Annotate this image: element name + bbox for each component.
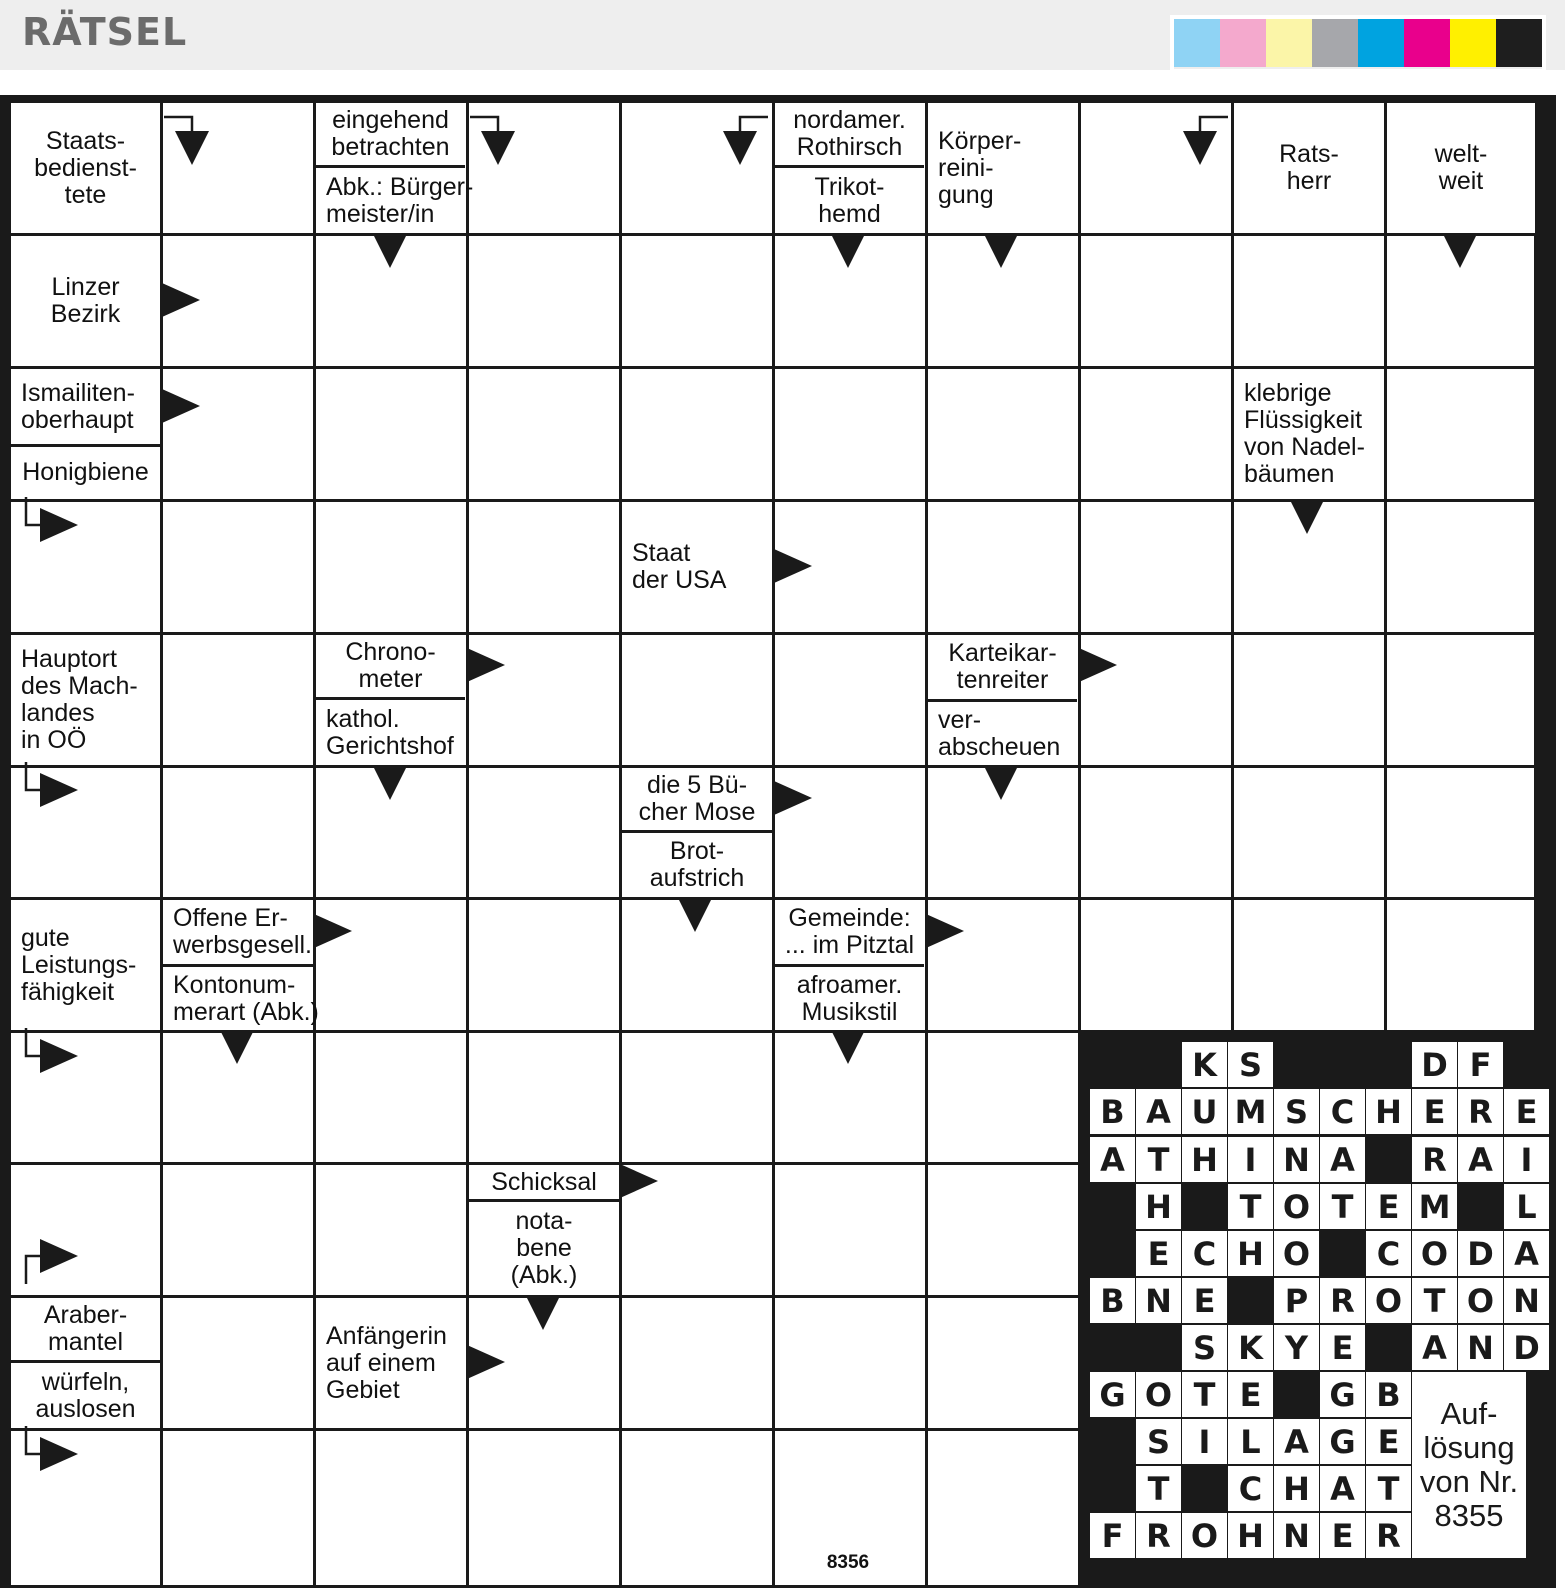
solution-letter: C — [1366, 1231, 1411, 1276]
grid-cell[interactable] — [316, 900, 466, 1030]
clue-cell — [163, 967, 319, 1030]
grid-cell[interactable] — [1081, 502, 1231, 632]
clue-text: werbsgesell. — [173, 931, 312, 959]
solution-letter: T — [1412, 1278, 1457, 1323]
clue-cell — [316, 103, 465, 165]
clue-text: klebrige — [1244, 379, 1332, 407]
grid-cell[interactable] — [1234, 502, 1384, 632]
clue-text: Hauptort — [21, 645, 117, 673]
clue-divider — [316, 697, 465, 700]
solution-letter: O — [1136, 1372, 1181, 1417]
grid-cell[interactable] — [775, 236, 925, 366]
solution-letter: A — [1320, 1466, 1365, 1511]
grid-cell[interactable] — [469, 768, 619, 897]
solution-letter: H — [1228, 1513, 1273, 1558]
grid-cell[interactable] — [928, 369, 1078, 499]
solution-letter: E — [1228, 1372, 1273, 1417]
clue-text: meter — [358, 665, 423, 693]
grid-cell[interactable] — [1081, 900, 1231, 1030]
solution-letter: I — [1228, 1137, 1273, 1182]
solution-letter: O — [1182, 1513, 1227, 1558]
clue-cell — [11, 1363, 160, 1428]
clue-divider — [316, 165, 465, 168]
grid-cell[interactable] — [622, 103, 772, 233]
grid-cell[interactable] — [928, 502, 1078, 632]
clue-text: kathol. — [326, 704, 400, 733]
grid-cell[interactable] — [622, 1431, 772, 1585]
clue-text: Staats- — [45, 126, 126, 155]
clue-text: tenreiter — [956, 666, 1049, 694]
grid-cell[interactable] — [11, 1033, 160, 1162]
grid-cell[interactable] — [1234, 900, 1384, 1030]
clue-text: cher Mose — [638, 798, 756, 826]
color-swatch — [1358, 19, 1404, 67]
clue-text: Chrono- — [345, 638, 436, 666]
clue-text: bene — [516, 1234, 572, 1262]
solution-letter: G — [1320, 1372, 1365, 1417]
solution-letter: A — [1504, 1231, 1549, 1276]
color-swatch — [1450, 19, 1496, 67]
clue-text: des Mach- — [21, 672, 138, 700]
clue-text: die 5 Bü- — [646, 771, 748, 799]
clue-divider — [928, 699, 1077, 702]
solution-letter: E — [1320, 1513, 1365, 1558]
clue-divider — [469, 1199, 619, 1202]
clue-cell — [622, 768, 772, 830]
solution-label-line: von Nr. — [1419, 1464, 1519, 1499]
clue-text: Bezirk — [50, 300, 121, 328]
solution-label-line: Auf- — [1440, 1396, 1498, 1431]
clue-text: Anfängerin — [326, 1321, 447, 1350]
grid-cell[interactable] — [316, 768, 466, 897]
grid-cell[interactable] — [163, 635, 313, 765]
grid-cell[interactable] — [1081, 369, 1231, 499]
clue-text: mantel — [47, 1328, 124, 1356]
clue-text: Rats- — [1279, 140, 1339, 168]
solution-letter: R — [1320, 1278, 1365, 1323]
solution-label-line: 8355 — [1434, 1498, 1504, 1533]
clue-cell — [11, 236, 160, 366]
grid-cell[interactable] — [469, 502, 619, 632]
clue-divider — [11, 444, 160, 447]
grid-cell[interactable] — [163, 1431, 313, 1585]
grid-cell[interactable] — [775, 1165, 925, 1295]
solution-letter: R — [1366, 1513, 1411, 1558]
grid-cell[interactable] — [316, 236, 466, 366]
solution-letter: N — [1274, 1137, 1319, 1182]
clue-text: auf einem — [326, 1348, 436, 1377]
clue-text: abscheuen — [938, 732, 1061, 761]
solution-letter: G — [1320, 1419, 1365, 1464]
grid-cell[interactable] — [775, 1298, 925, 1428]
solution-letter: I — [1182, 1419, 1227, 1464]
grid-cell[interactable] — [11, 1165, 160, 1295]
clue-text: Gebiet — [326, 1375, 400, 1404]
clue-text: fähigkeit — [21, 977, 115, 1006]
clue-text: tete — [64, 180, 107, 209]
grid-cell[interactable] — [1387, 369, 1534, 499]
grid-cell[interactable] — [1387, 502, 1534, 632]
solution-letter: O — [1458, 1278, 1503, 1323]
clue-text: Gerichtshof — [326, 731, 454, 760]
puzzle-number: 8356 — [812, 1548, 884, 1580]
grid-cell[interactable] — [469, 635, 619, 765]
grid-cell[interactable] — [928, 1431, 1078, 1585]
grid-cell[interactable] — [163, 768, 313, 897]
grid-cell[interactable] — [163, 236, 313, 366]
clue-divider — [775, 165, 924, 168]
solution-letter: K — [1182, 1042, 1227, 1087]
grid-cell[interactable] — [775, 1033, 925, 1162]
clue-divider — [622, 830, 772, 833]
grid-cell[interactable] — [1234, 236, 1384, 366]
grid-cell[interactable] — [1387, 635, 1534, 765]
grid-cell[interactable] — [11, 1431, 160, 1585]
grid-cell[interactable] — [316, 1431, 466, 1585]
solution-letter: H — [1182, 1137, 1227, 1182]
solution-letter: A — [1090, 1137, 1135, 1182]
clue-cell — [11, 369, 160, 444]
solution-letter: H — [1366, 1089, 1411, 1134]
grid-cell[interactable] — [928, 236, 1078, 366]
solution-letter: N — [1504, 1278, 1549, 1323]
solution-letter: R — [1136, 1513, 1181, 1558]
solution-letter: B — [1090, 1278, 1135, 1323]
grid-cell[interactable] — [163, 103, 313, 233]
solution-letter: T — [1182, 1372, 1227, 1417]
grid-cell[interactable] — [469, 103, 619, 233]
color-swatch — [1312, 19, 1358, 67]
solution-letter: S — [1228, 1042, 1273, 1087]
solution-letter: F — [1458, 1042, 1503, 1087]
grid-cell[interactable] — [928, 768, 1078, 897]
solution-letter: E — [1182, 1278, 1227, 1323]
solution-letter: N — [1274, 1513, 1319, 1558]
solution-letter: N — [1458, 1325, 1503, 1370]
solution-letter: A — [1320, 1137, 1365, 1182]
clue-cell — [11, 900, 160, 1030]
clue-text: Kontonum- — [173, 970, 296, 999]
clue-text: afroamer. — [796, 970, 903, 999]
grid-cell[interactable] — [928, 1165, 1078, 1295]
solution-letter: E — [1504, 1089, 1549, 1134]
solution-letter: E — [1412, 1089, 1457, 1134]
clue-text: Rothirsch — [796, 133, 903, 161]
solution-letter: O — [1274, 1231, 1319, 1276]
clue-text: gung — [938, 180, 994, 209]
solution-letter: S — [1182, 1325, 1227, 1370]
clue-text: Leistungs- — [21, 950, 137, 979]
solution-letter: C — [1228, 1466, 1273, 1511]
clue-text: Körper- — [938, 126, 1022, 155]
grid-cell[interactable] — [775, 635, 925, 765]
color-swatch — [1266, 19, 1312, 67]
clue-text: nordamer. — [793, 106, 906, 134]
grid-cell[interactable] — [11, 768, 160, 897]
clue-cell — [1234, 103, 1384, 233]
solution-letter: B — [1090, 1089, 1135, 1134]
grid-cell[interactable] — [775, 369, 925, 499]
solution-letter: R — [1412, 1137, 1457, 1182]
clue-text: bäumen — [1244, 460, 1335, 488]
grid-cell[interactable] — [622, 1033, 772, 1162]
grid-cell[interactable] — [163, 1298, 313, 1428]
clue-text: Abk.: Bürger- — [326, 172, 474, 201]
clue-cell — [622, 833, 772, 897]
clue-text: landes — [21, 699, 95, 727]
grid-cell[interactable] — [1081, 768, 1231, 897]
grid-cell[interactable] — [928, 1033, 1078, 1162]
solution-letter: C — [1320, 1089, 1365, 1134]
clue-text: oberhaupt — [21, 405, 134, 434]
grid-cell[interactable] — [469, 900, 619, 1030]
solution-letter: Y — [1274, 1325, 1319, 1370]
clue-cell — [1234, 369, 1384, 499]
solution-letter: T — [1320, 1184, 1365, 1229]
clue-text: Flüssigkeit — [1244, 406, 1363, 434]
color-swatch — [1404, 19, 1450, 67]
grid-cell[interactable] — [1387, 236, 1534, 366]
solution-label — [1412, 1372, 1526, 1558]
grid-cell[interactable] — [622, 236, 772, 366]
solution-letter: S — [1136, 1419, 1181, 1464]
grid-cell[interactable] — [11, 502, 160, 632]
clue-cell — [775, 168, 924, 233]
clue-cell — [11, 1298, 160, 1360]
solution-letter: M — [1228, 1089, 1273, 1134]
grid-cell[interactable] — [316, 1165, 466, 1295]
grid-cell[interactable] — [775, 502, 925, 632]
clue-cell — [316, 1298, 466, 1428]
solution-letter: A — [1412, 1325, 1457, 1370]
clue-text: von Nadel- — [1244, 433, 1365, 461]
grid-cell[interactable] — [775, 768, 925, 897]
solution-letter: E — [1366, 1184, 1411, 1229]
clue-cell — [11, 103, 160, 233]
solution-letter: E — [1320, 1325, 1365, 1370]
grid-cell[interactable] — [163, 1165, 313, 1295]
clue-text: Honigbiene — [22, 457, 149, 486]
clue-text: Araber- — [43, 1301, 128, 1329]
clue-text: ver- — [938, 705, 982, 734]
clue-text: reini- — [938, 153, 994, 182]
clue-cell — [775, 900, 924, 964]
clue-text: auslosen — [35, 1394, 136, 1423]
solution-letter: C — [1182, 1231, 1227, 1276]
clue-cell — [928, 702, 1077, 765]
solution-letter: U — [1182, 1089, 1227, 1134]
solution-letter: H — [1274, 1466, 1319, 1511]
grid-cell[interactable] — [163, 369, 313, 499]
clue-text: hemd — [818, 199, 881, 228]
grid-cell[interactable] — [469, 1431, 619, 1585]
clue-text: ... im Pitztal — [784, 931, 915, 959]
clue-cell — [11, 635, 160, 765]
clue-text: der USA — [632, 566, 727, 594]
clue-text: welt- — [1434, 140, 1488, 168]
solution-letter: T — [1136, 1466, 1181, 1511]
solution-letter: R — [1458, 1089, 1503, 1134]
solution-letter: N — [1136, 1278, 1181, 1323]
solution-letter: O — [1274, 1184, 1319, 1229]
solution-letter: A — [1458, 1137, 1503, 1182]
clue-cell — [622, 502, 772, 632]
grid-cell[interactable] — [1387, 900, 1534, 1030]
solution-letter: D — [1458, 1231, 1503, 1276]
solution-letter: A — [1136, 1089, 1181, 1134]
grid-cell[interactable] — [622, 900, 772, 1030]
clue-cell — [928, 635, 1077, 699]
clue-text: merart (Abk.) — [173, 997, 319, 1026]
grid-cell[interactable] — [622, 1165, 772, 1295]
clue-cell — [928, 103, 1077, 233]
clue-cell — [316, 635, 465, 697]
clue-text: aufstrich — [649, 864, 745, 892]
clue-text: gute — [21, 923, 70, 952]
solution-letter: T — [1366, 1466, 1411, 1511]
clue-cell — [469, 1202, 619, 1295]
grid-cell[interactable] — [469, 1033, 619, 1162]
clue-text: Gemeinde: — [788, 904, 911, 932]
page-title: RÄTSEL — [22, 10, 188, 54]
grid-cell[interactable] — [1081, 103, 1231, 233]
solution-letter: P — [1274, 1278, 1319, 1323]
clue-cell — [316, 168, 474, 233]
grid-cell[interactable] — [1234, 635, 1384, 765]
grid-cell[interactable] — [1387, 768, 1534, 897]
grid-cell[interactable] — [469, 236, 619, 366]
solution-label-line: lösung — [1423, 1430, 1515, 1465]
solution-letter: T — [1228, 1184, 1273, 1229]
clue-text: weit — [1438, 167, 1484, 195]
clue-text: Staat — [632, 539, 691, 567]
clue-cell — [775, 967, 924, 1030]
grid-cell[interactable] — [469, 1298, 619, 1428]
clue-text: Schicksal — [491, 1167, 597, 1196]
grid-cell[interactable] — [163, 1033, 313, 1162]
grid-cell[interactable] — [1081, 236, 1231, 366]
clue-text: in OÖ — [21, 726, 87, 754]
grid-cell[interactable] — [928, 900, 1078, 1030]
grid-cell[interactable] — [316, 502, 466, 632]
solution-letter: D — [1412, 1042, 1457, 1087]
clue-text: meister/in — [326, 199, 435, 228]
clue-text: nota- — [515, 1207, 573, 1235]
clue-text: Karteikar- — [948, 639, 1057, 667]
grid-cell[interactable] — [163, 502, 313, 632]
clue-text: würfeln, — [41, 1367, 130, 1396]
clue-cell — [163, 900, 313, 964]
solution-letter: F — [1090, 1513, 1135, 1558]
clue-text: (Abk.) — [510, 1261, 578, 1289]
solution-letter: E — [1366, 1419, 1411, 1464]
solution-letter: D — [1504, 1325, 1549, 1370]
color-calibration-strip — [1170, 15, 1546, 73]
clue-divider — [163, 964, 313, 967]
grid-cell[interactable] — [1081, 635, 1231, 765]
clue-text: Brot- — [669, 837, 725, 865]
clue-cell — [775, 103, 924, 165]
clue-text: herr — [1286, 167, 1332, 195]
grid-cell[interactable] — [622, 635, 772, 765]
solution-letter: T — [1136, 1137, 1181, 1182]
solution-letter: H — [1228, 1231, 1273, 1276]
solution-letter: K — [1228, 1325, 1273, 1370]
solution-letter: L — [1504, 1184, 1549, 1229]
clue-cell — [1387, 103, 1535, 233]
clue-text: betrachten — [331, 133, 450, 161]
solution-letter: L — [1228, 1419, 1273, 1464]
clue-cell — [316, 700, 465, 765]
clue-text: eingehend — [332, 106, 449, 134]
clue-text: Musikstil — [801, 997, 898, 1026]
grid-cell[interactable] — [622, 1298, 772, 1428]
grid-cell[interactable] — [316, 1033, 466, 1162]
solution-letter: I — [1504, 1137, 1549, 1182]
clue-divider — [11, 1360, 160, 1363]
solution-letter: M — [1412, 1184, 1457, 1229]
clue-text: Ismailiten- — [21, 378, 135, 407]
grid-cell[interactable] — [1234, 768, 1384, 897]
grid-cell[interactable] — [928, 1298, 1078, 1428]
clue-text: Trikot- — [814, 172, 885, 201]
clue-text: Linzer — [51, 273, 120, 301]
solution-letter: O — [1366, 1278, 1411, 1323]
solution-letter: H — [1136, 1184, 1181, 1229]
clue-divider — [775, 964, 924, 967]
color-swatch — [1496, 19, 1542, 67]
clue-text: bedienst- — [34, 153, 137, 182]
solution-letter: E — [1136, 1231, 1181, 1276]
clue-cell — [469, 1165, 619, 1199]
color-swatch — [1174, 19, 1220, 67]
solution-letter: B — [1366, 1372, 1411, 1417]
solution-letter: O — [1412, 1231, 1457, 1276]
color-swatch — [1220, 19, 1266, 67]
grid-cell[interactable] — [622, 369, 772, 499]
clue-cell — [11, 447, 160, 497]
header-bar — [0, 0, 1565, 70]
solution-letter: G — [1090, 1372, 1135, 1417]
solution-letter: A — [1274, 1419, 1319, 1464]
solution-letter: S — [1274, 1089, 1319, 1134]
grid-cell[interactable] — [316, 369, 466, 499]
grid-cell[interactable] — [469, 369, 619, 499]
clue-text: Offene Er- — [173, 904, 288, 932]
